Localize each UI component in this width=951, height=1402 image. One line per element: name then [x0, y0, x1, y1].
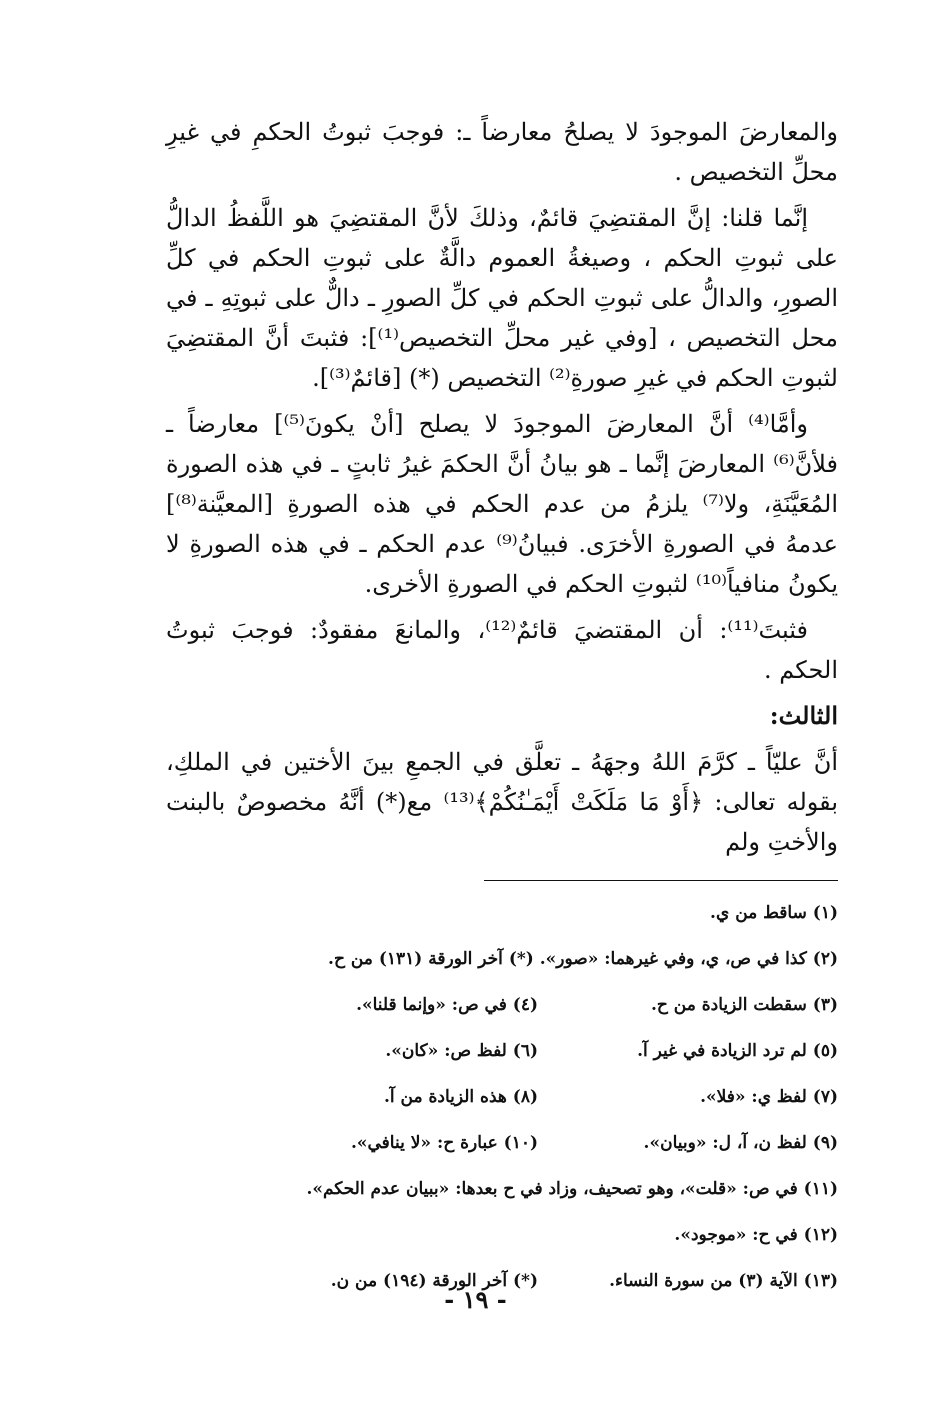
footnote-1: (١) ساقط من ي.	[710, 903, 838, 923]
footnotes	[230, 902, 838, 1316]
footnote-11: (١١) في ص: «قلت»، وهو تصحيف، وزاد في ح بعدها: «ببيان عدم الحكم».	[306, 1179, 838, 1199]
footnote-separator	[484, 880, 838, 881]
page-number: - ١٩ -	[444, 1285, 507, 1314]
footnote-row	[230, 1270, 838, 1316]
footnote-13: (١٣) الآية (٣) من سورة النساء.	[609, 1271, 838, 1291]
footnote-12: (١٢) في ح: «موجود».	[674, 1225, 838, 1245]
main-text	[166, 112, 838, 868]
paragraph-2: إنَّما قلنا: إنَّ المقتضِيَ قائمٌ، وذلكَ لأنَّ المقتضِيَ هو اللَّفظُ الدالُّ على ثبوتِ الحكم ، وصيغةُ العموم دالَّةٌ على ثبوتِ الحكم في كلِّ الصورِ، والدالُّ على ثبوتِ الحكم في كلِّ الصورِ ـ دالٌّ على ثبوتِهِ ـ في محل التخصيص ، [وفي غير محلِّ التخصيص⁽¹⁾]: فثبتَ أنَّ المقتضِيَ لثبوتِ الحكم في غيرِ صورةِ⁽²⁾ التخصيص (*) [قائمٌ⁽³⁾].	[166, 204, 839, 392]
footnote-3: (٣) سقطت الزيادة من ح.	[651, 995, 838, 1015]
footnote-2: (٢) كذا في ص، ي، وفي غيرهما: «صور». (*) آخر الورقة (١٣١) من ح.	[328, 949, 838, 969]
footnote-10: (١٠) عبارة ح: «لا ينافي».	[350, 1133, 538, 1153]
footnote-row	[230, 1224, 838, 1270]
paragraph-1: والمعارضَ الموجودَ لا يصلحُ معارضاً ـ: فوجبَ ثبوتُ الحكمِ في غيرِ محلِّ التخصيص .	[166, 118, 838, 186]
footnote-8: (٨) هذه الزيادة من آ.	[383, 1087, 538, 1107]
footnote-row	[230, 994, 838, 1040]
paragraph-5: أنَّ عليّاً ـ كرَّمَ اللهُ وجهَهُ ـ تعلَّق في الجمعِ بينَ الأختين في الملكِ، بقوله تعالى: ﴿أَوْ مَا مَلَكَتْ أَيْمَـٰنُكُمْ﴾⁽¹³⁾ مع(*) أنَّهُ مخصوصٌ بالبنت والأختِ ولم	[166, 748, 838, 856]
footnote-row	[230, 948, 838, 994]
footnote-7: (٧) لفظ ي: «فلا».	[700, 1087, 838, 1107]
paragraph-3: وأمَّا⁽⁴⁾ أنَّ المعارضَ الموجودَ لا يصلح [أنْ يكونَ⁽⁵⁾] معارضاً ـ فلأنَّ⁽⁶⁾ المعارضَ إنَّما ـ هو بيانُ أنَّ الحكمَ غيرُ ثابتٍ ـ في هذه الصورة المُعَيَّنَةِ، ولا⁽⁷⁾ يلزمُ من عدم الحكم في هذه الصورةِ [المعيَّنة⁽⁸⁾] عدمهُ في الصورةِ الأخرَى. فبيانُ⁽⁹⁾ عدم الحكم ـ في هذه الصورةِ لا يكونُ منافياً⁽¹⁰⁾ لثبوتِ الحكم في الصورةِ الأخرى.	[166, 410, 839, 598]
footnote-row	[230, 1132, 838, 1178]
footnote-row	[230, 1086, 838, 1132]
paragraph-4: فثبتَ⁽¹¹⁾: أن المقتضيَ قائمٌ⁽¹²⁾، والمانعَ مفقودٌ: فوجبَ ثبوتُ الحكم .	[166, 616, 838, 684]
section-heading: الثالث:	[769, 701, 838, 730]
footnote-6: (٦) لفظ ص: «كان».	[385, 1041, 538, 1061]
footnote-13-extra: (*) آخر الورقة (١٩٤) من ن.	[330, 1271, 538, 1291]
footnote-row	[230, 902, 838, 948]
footnote-row	[230, 1040, 838, 1086]
footnote-5: (٥) لم ترد الزيادة في غير آ.	[637, 1041, 838, 1061]
footnote-row	[230, 1178, 838, 1224]
footnote-9: (٩) لفظ ن، آ، ل: «وبيان».	[643, 1133, 838, 1153]
footnote-4: (٤) في ص: «وإنما قلنا».	[356, 995, 538, 1015]
